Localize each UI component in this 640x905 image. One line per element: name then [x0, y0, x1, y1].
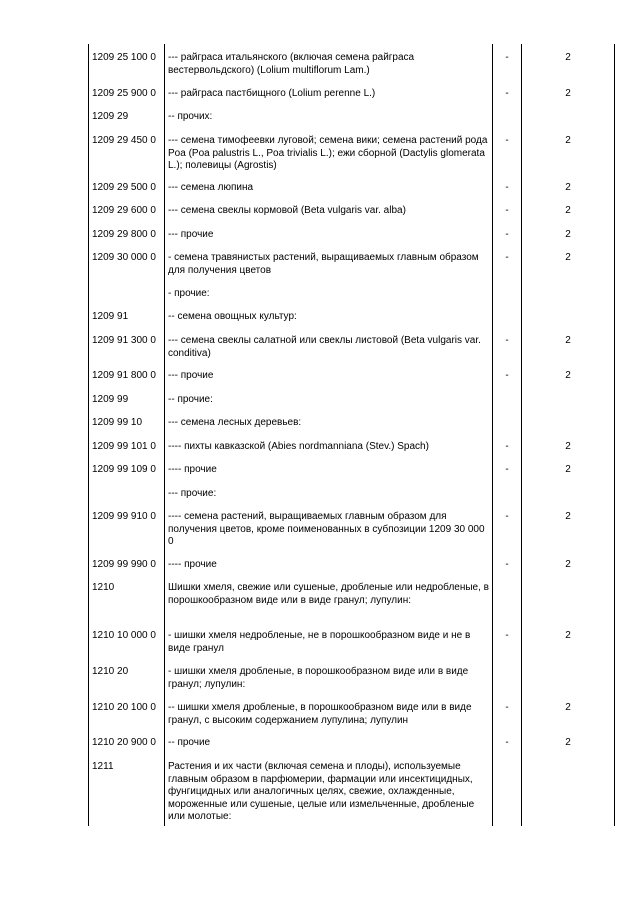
row-code: 1209 29	[92, 111, 129, 122]
row-code: 1209 99 109 0	[92, 464, 156, 475]
row-rate: 2	[565, 135, 571, 146]
row-code: 1210 20 100 0	[92, 702, 156, 713]
row-description: ---- семена растений, выращиваемых главным образом для получения цветов, кроме поименованных в субпозиции 1209 30 000 0	[168, 511, 485, 547]
row-unit: -	[505, 229, 509, 240]
row-code: 1211	[92, 761, 114, 772]
row-rate: 2	[565, 737, 571, 748]
row-code: 1209 99 990 0	[92, 559, 156, 570]
row-code: 1210	[92, 582, 115, 593]
row-description: -- шишки хмеля дробленые, в порошкообразном виде или в виде гранул, с высоким содержанием лупулина; лупулин	[168, 702, 472, 726]
row-rate: 2	[565, 229, 571, 240]
row-description: ---- пихты кавказской (Abies nordmanniana (Stev.) Spach)	[168, 441, 429, 452]
row-unit: -	[505, 205, 509, 216]
row-code: 1209 29 450 0	[92, 135, 156, 146]
row-code: 1209 29 600 0	[92, 205, 156, 216]
row-description: Шишки хмеля, свежие или сушеные, дробленые или недробленые, в порошкообразном виде или в виде гранул; лупулин:	[168, 582, 489, 606]
column-divider-left	[88, 44, 89, 826]
row-code: 1209 29 500 0	[92, 182, 156, 193]
row-unit: -	[505, 252, 509, 263]
row-unit: -	[505, 464, 509, 475]
row-description: - шишки хмеля недробленые, не в порошкообразном виде и не в виде гранул	[168, 630, 471, 654]
row-unit: -	[505, 630, 509, 641]
row-description: ---- прочие	[168, 559, 217, 570]
row-unit: -	[505, 559, 509, 570]
row-rate: 2	[565, 559, 571, 570]
row-description: --- семена свеклы кормовой (Beta vulgaris var. alba)	[168, 205, 406, 216]
row-unit: -	[505, 335, 509, 346]
row-rate: 2	[565, 630, 571, 641]
row-description: --- семена свеклы салатной или свеклы листовой (Beta vulgaris var. conditiva)	[168, 335, 481, 359]
row-rate: 2	[565, 370, 571, 381]
row-description: --- прочие	[168, 229, 214, 240]
row-unit: -	[505, 511, 509, 522]
row-unit: -	[505, 88, 509, 99]
row-unit: -	[505, 737, 509, 748]
column-divider-unit	[521, 44, 522, 826]
row-unit: -	[505, 182, 509, 193]
column-divider-code	[164, 44, 165, 826]
row-description: --- райграса итальянского (включая семена райграса вестервольдского) (Lolium multiflorum Lam.)	[168, 52, 415, 76]
row-description: --- семена тимофеевки луговой; семена вики; семена растений рода Poa (Poa palustris L., Poa trivialis L.); ежи сборной (Dactylis glomerata L.); полевицы (Agrostis)	[168, 135, 488, 171]
row-rate: 2	[565, 88, 571, 99]
row-unit: -	[505, 441, 509, 452]
row-code: 1209 30 000 0	[92, 252, 156, 263]
row-description: -- семена овощных культур:	[168, 311, 297, 322]
row-code: 1210 20	[92, 666, 129, 677]
row-unit: -	[505, 370, 509, 381]
row-rate: 2	[565, 182, 571, 193]
row-description: - прочие:	[168, 288, 210, 299]
row-code: 1210 20 900 0	[92, 737, 156, 748]
row-description: -- прочие	[168, 737, 211, 748]
row-description: -- прочие:	[168, 394, 213, 405]
row-description: Растения и их части (включая семена и плоды), используемые главным образом в парфюмерии, фармации или инсектицидных, фунгицидных или аналогичных целях, свежие, охлажденные, мороженные или сушеные, целые или измельченные, дробленые или молотые:	[168, 761, 475, 822]
column-divider-desc	[492, 44, 493, 826]
row-code: 1209 25 900 0	[92, 88, 156, 99]
row-description: --- семена лесных деревьев:	[168, 417, 302, 428]
row-description: --- прочие:	[168, 488, 217, 499]
row-code: 1209 99 101 0	[92, 441, 156, 452]
row-rate: 2	[565, 511, 571, 522]
row-description: - семена травянистых растений, выращиваемых главным образом для получения цветов	[168, 252, 479, 276]
row-description: -- прочих:	[168, 111, 213, 122]
row-description: ---- прочие	[168, 464, 217, 475]
row-description: --- райграса пастбищного (Lolium perenne L.)	[168, 88, 376, 99]
row-rate: 2	[565, 702, 571, 713]
row-code: 1210 10 000 0	[92, 630, 156, 641]
row-code: 1209 29 800 0	[92, 229, 156, 240]
row-rate: 2	[565, 252, 571, 263]
row-code: 1209 91	[92, 311, 129, 322]
row-description: - шишки хмеля дробленые, в порошкообразном виде или в виде гранул; лупулин:	[168, 666, 469, 690]
row-rate: 2	[565, 52, 571, 63]
row-unit: -	[505, 702, 509, 713]
row-code: 1209 99	[92, 394, 129, 405]
row-rate: 2	[565, 335, 571, 346]
column-divider-right	[614, 44, 615, 826]
row-unit: -	[505, 135, 509, 146]
row-unit: -	[505, 52, 509, 63]
row-code: 1209 91 800 0	[92, 370, 156, 381]
row-code: 1209 99 910 0	[92, 511, 156, 522]
row-rate: 2	[565, 464, 571, 475]
row-rate: 2	[565, 441, 571, 452]
row-description: --- прочие	[168, 370, 214, 381]
row-description: --- семена люпина	[168, 182, 254, 193]
row-code: 1209 91 300 0	[92, 335, 156, 346]
row-rate: 2	[565, 205, 571, 216]
row-code: 1209 25 100 0	[92, 52, 156, 63]
row-code: 1209 99 10	[92, 417, 143, 428]
